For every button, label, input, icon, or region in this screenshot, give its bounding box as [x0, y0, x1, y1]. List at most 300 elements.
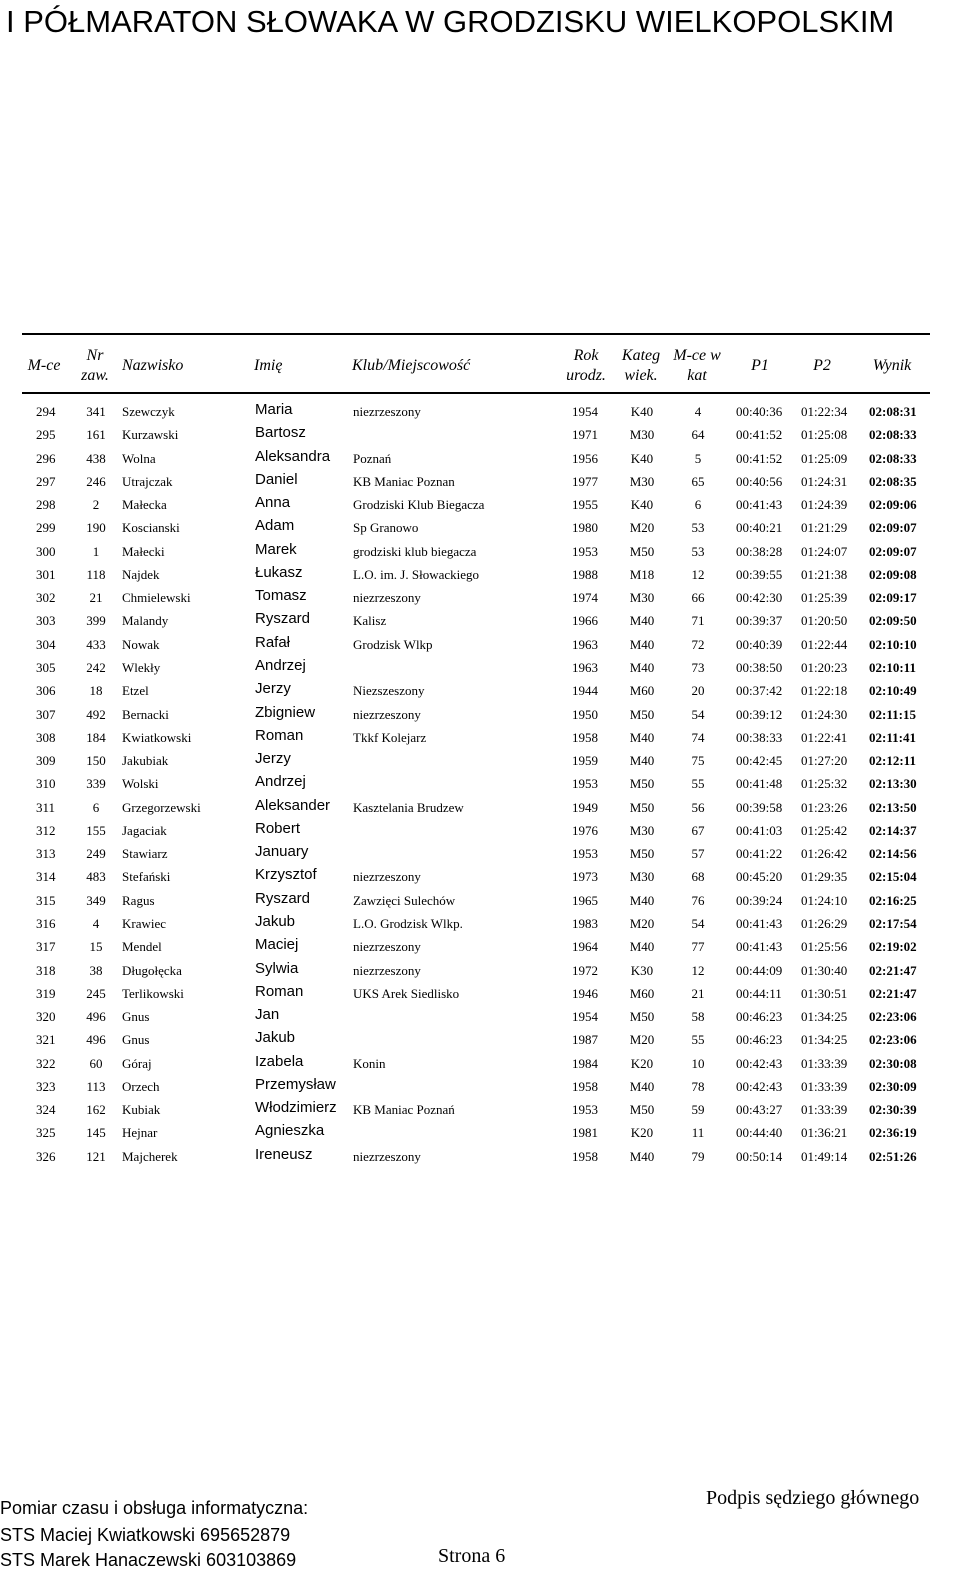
cell-birth-year: 1963: [572, 660, 598, 675]
table-row: [0, 959, 960, 982]
cell-place: 302: [36, 590, 56, 606]
table-row: [0, 1052, 960, 1075]
cell-split-p1: 00:40:39: [736, 636, 783, 652]
table-row: [0, 772, 960, 795]
cell-split-p1: 00:39:58: [736, 799, 783, 815]
cell-split-p2: 01:24:10: [801, 892, 848, 908]
cell-surname: Kwiatkowski: [122, 729, 192, 745]
cell-club: niezrzeszony: [353, 939, 421, 955]
cell-club: niezrzeszony: [353, 1148, 421, 1164]
cell-age-category: M40: [629, 660, 655, 675]
table-row: [0, 563, 960, 586]
cell-surname: Szewczyk: [122, 404, 175, 419]
cell-surname: Gnus: [122, 1032, 150, 1048]
cell-club: L.O. im. J. Słowackiego: [353, 566, 480, 582]
cell-first-name: Robert: [255, 819, 301, 837]
cell-result: 02:10:10: [869, 636, 917, 652]
cell-result: 02:13:50: [869, 799, 917, 815]
cell-first-name: Roman: [255, 726, 304, 744]
cell-split-p1: 00:41:52: [736, 450, 783, 466]
cell-bib-number: 150: [86, 753, 106, 768]
cell-category-place: 53: [691, 520, 705, 536]
cell-birth-year: 1950: [572, 706, 598, 722]
cell-place: 301: [36, 566, 56, 582]
cell-category-place: 77: [691, 939, 705, 955]
cell-club: Kasztelania Brudzew: [353, 799, 464, 815]
cell-surname: Gnus: [122, 1009, 150, 1024]
cell-result: 02:09:06: [869, 497, 917, 513]
cell-place: 306: [36, 683, 56, 699]
cell-split-p2: 01:22:18: [801, 683, 848, 699]
cell-result: 02:09:08: [869, 566, 917, 582]
cell-result: 02:10:49: [869, 683, 917, 699]
cell-first-name: Ryszard: [255, 610, 311, 628]
cell-age-category: K40: [630, 450, 654, 466]
cell-first-name: Włodzimierz: [255, 1099, 337, 1117]
cell-result: 02:14:56: [869, 846, 917, 862]
cell-result: 02:21:47: [869, 985, 917, 1001]
col-header-rok: Rok urodz.: [566, 347, 606, 384]
cell-split-p2: 01:22:34: [801, 404, 848, 419]
cell-birth-year: 1973: [572, 869, 598, 885]
cell-bib-number: 190: [86, 520, 106, 536]
cell-result: 02:23:06: [869, 1009, 917, 1024]
cell-age-category: M20: [629, 915, 655, 931]
cell-split-p1: 00:40:56: [736, 473, 783, 489]
cell-birth-year: 1953: [572, 1102, 598, 1118]
cell-first-name: Jakub: [255, 1029, 296, 1047]
cell-bib-number: 496: [86, 1009, 106, 1024]
cell-split-p2: 01:21:29: [801, 520, 848, 536]
cell-split-p2: 01:24:07: [801, 543, 848, 559]
cell-split-p1: 00:38:50: [736, 660, 783, 675]
cell-result: 02:10:11: [869, 660, 916, 675]
cell-result: 02:51:26: [869, 1148, 917, 1164]
cell-bib-number: 249: [86, 846, 106, 862]
cell-first-name: Tomasz: [255, 587, 307, 605]
cell-split-p2: 01:25:32: [801, 776, 848, 792]
cell-place: 309: [36, 753, 56, 768]
cell-first-name: Zbigniew: [255, 703, 316, 721]
cell-club: Grodziski Klub Biegacza: [353, 497, 485, 513]
table-row: [0, 493, 960, 516]
cell-surname: Wlekły: [122, 660, 161, 675]
cell-place: 300: [36, 543, 56, 559]
cell-result: 02:08:35: [869, 473, 917, 489]
cell-result: 02:15:04: [869, 869, 917, 885]
cell-place: 323: [36, 1078, 56, 1094]
cell-first-name: Rafał: [255, 633, 291, 651]
cell-club: niezrzeszony: [353, 404, 421, 419]
cell-club: Niezszeszony: [353, 683, 425, 699]
cell-split-p2: 01:33:39: [801, 1102, 848, 1118]
cell-first-name: Ireneusz: [255, 1145, 313, 1163]
header-top-rule: [22, 333, 930, 335]
cell-category-place: 55: [691, 1032, 705, 1048]
table-row: [0, 423, 960, 446]
table-row: [0, 1028, 960, 1051]
cell-result: 02:09:07: [869, 520, 917, 536]
cell-category-place: 64: [691, 427, 705, 443]
cell-club: niezrzeszony: [353, 962, 421, 978]
cell-result: 02:09:50: [869, 613, 917, 629]
cell-club: Tkkf Kolejarz: [353, 729, 427, 745]
cell-result: 02:08:33: [869, 427, 917, 443]
col-header-imie: Imię: [254, 357, 283, 374]
cell-category-place: 72: [691, 636, 705, 652]
cell-bib-number: 155: [86, 822, 106, 838]
cell-birth-year: 1946: [572, 985, 598, 1001]
cell-category-place: 75: [691, 753, 705, 768]
cell-birth-year: 1981: [572, 1125, 598, 1141]
cell-place: 315: [36, 892, 56, 908]
page-number: Strona 6: [438, 1545, 506, 1567]
cell-age-category: M30: [629, 822, 655, 838]
cell-bib-number: 339: [86, 776, 106, 792]
cell-surname: Kubiak: [122, 1102, 161, 1118]
cell-result: 02:11:41: [869, 729, 916, 745]
cell-surname: Jagaciak: [122, 822, 167, 838]
cell-place: 295: [36, 427, 56, 443]
cell-age-category: M50: [629, 543, 655, 559]
cell-split-p1: 00:39:24: [736, 892, 783, 908]
cell-split-p1: 00:41:43: [736, 915, 783, 931]
cell-place: 324: [36, 1102, 56, 1118]
cell-place: 314: [36, 869, 56, 885]
cell-result: 02:09:07: [869, 543, 917, 559]
cell-result: 02:19:02: [869, 939, 917, 955]
cell-first-name: Adam: [255, 517, 295, 535]
cell-first-name: Andrzej: [255, 773, 306, 791]
table-row: [0, 400, 960, 423]
cell-age-category: K20: [630, 1055, 654, 1071]
table-row: [0, 540, 960, 563]
cell-birth-year: 1963: [572, 636, 598, 652]
cell-birth-year: 1966: [572, 613, 598, 629]
cell-split-p1: 00:42:43: [736, 1055, 783, 1071]
cell-bib-number: 1: [92, 543, 100, 559]
cell-bib-number: 6: [92, 799, 100, 815]
cell-birth-year: 1965: [572, 892, 598, 908]
cell-split-p1: 00:37:42: [736, 683, 783, 699]
cell-birth-year: 1976: [572, 822, 598, 838]
cell-bib-number: 145: [86, 1125, 106, 1141]
cell-surname: Najdek: [122, 566, 160, 582]
cell-result: 02:09:17: [869, 590, 917, 606]
cell-split-p2: 01:25:09: [801, 450, 848, 466]
cell-birth-year: 1955: [572, 497, 598, 513]
cell-category-place: 59: [691, 1102, 705, 1118]
cell-bib-number: 483: [86, 869, 106, 885]
cell-result: 02:13:30: [869, 776, 917, 792]
cell-category-place: 67: [691, 822, 705, 838]
cell-birth-year: 1987: [572, 1032, 598, 1048]
cell-place: 296: [36, 450, 56, 466]
cell-split-p1: 00:41:03: [736, 822, 783, 838]
cell-surname: Orzech: [122, 1078, 160, 1094]
cell-place: 319: [36, 985, 56, 1001]
col-header-klub: Klub/Miejscowość: [352, 357, 471, 374]
cell-bib-number: 18: [89, 683, 103, 699]
cell-surname: Koscianski: [122, 520, 180, 536]
cell-place: 322: [36, 1055, 56, 1071]
cell-split-p2: 01:24:31: [801, 473, 848, 489]
cell-birth-year: 1984: [572, 1055, 598, 1071]
cell-age-category: M50: [629, 706, 655, 722]
cell-split-p1: 00:45:20: [736, 869, 783, 885]
cell-first-name: Aleksander: [255, 796, 331, 814]
cell-bib-number: 399: [86, 613, 106, 629]
cell-first-name: Przemysław: [255, 1075, 336, 1093]
cell-club: Kalisz: [353, 613, 387, 629]
cell-age-category: M20: [629, 1032, 655, 1048]
cell-result: 02:08:33: [869, 450, 917, 466]
table-row: [0, 516, 960, 539]
cell-split-p2: 01:25:56: [801, 939, 848, 955]
cell-age-category: M50: [629, 1102, 655, 1118]
cell-age-category: M20: [629, 520, 655, 536]
cell-first-name: Daniel: [255, 470, 298, 488]
cell-birth-year: 1944: [572, 683, 598, 699]
col-header-nazwisko: Nazwisko: [122, 357, 184, 374]
cell-bib-number: 242: [86, 660, 106, 675]
cell-birth-year: 1949: [572, 799, 598, 815]
col-header-kateg: Kateg wiek.: [621, 347, 661, 384]
cell-result: 02:12:11: [869, 753, 916, 768]
cell-place: 313: [36, 846, 56, 862]
cell-age-category: M50: [629, 1009, 655, 1024]
cell-split-p2: 01:25:42: [801, 822, 848, 838]
cell-surname: Stefański: [122, 869, 171, 885]
table-row: [0, 889, 960, 912]
cell-split-p1: 00:39:12: [736, 706, 783, 722]
cell-birth-year: 1988: [572, 566, 598, 582]
cell-birth-year: 1977: [572, 473, 598, 489]
cell-category-place: 68: [691, 869, 705, 885]
cell-club: Zawzięci Sulechów: [353, 892, 456, 908]
cell-bib-number: 245: [86, 985, 106, 1001]
cell-birth-year: 1954: [572, 404, 598, 419]
cell-bib-number: 113: [86, 1078, 106, 1094]
cell-bib-number: 162: [86, 1102, 106, 1118]
cell-club: Grodzisk Wlkp: [353, 636, 433, 652]
cell-age-category: M40: [629, 636, 655, 652]
cell-category-place: 20: [691, 683, 705, 699]
cell-bib-number: 38: [89, 962, 103, 978]
cell-split-p1: 00:42:43: [736, 1078, 783, 1094]
cell-surname: Grzegorzewski: [122, 799, 201, 815]
cell-birth-year: 1972: [572, 962, 598, 978]
cell-split-p2: 01:24:30: [801, 706, 848, 722]
footer-timing-label: Pomiar czasu i obsługa informatyczna:: [0, 1498, 309, 1518]
cell-result: 02:16:25: [869, 892, 917, 908]
col-header-nr: Nr zaw.: [81, 347, 109, 384]
cell-birth-year: 1971: [572, 427, 598, 443]
cell-first-name: Maria: [255, 401, 293, 418]
cell-age-category: M30: [629, 590, 655, 606]
cell-place: 316: [36, 915, 56, 931]
cell-bib-number: 161: [86, 427, 106, 443]
cell-category-place: 21: [691, 985, 705, 1001]
cell-split-p1: 00:42:45: [736, 753, 783, 768]
cell-club: KB Maniac Poznan: [353, 473, 455, 489]
cell-place: 299: [36, 520, 56, 536]
cell-category-place: 73: [691, 660, 705, 675]
cell-split-p1: 00:41:43: [736, 497, 783, 513]
cell-age-category: M40: [629, 753, 655, 768]
cell-birth-year: 1959: [572, 753, 598, 768]
cell-age-category: M30: [629, 869, 655, 885]
table-row: [0, 1145, 960, 1168]
cell-split-p1: 00:41:52: [736, 427, 783, 443]
cell-split-p2: 01:20:23: [801, 660, 848, 675]
cell-place: 311: [36, 799, 56, 815]
cell-age-category: M60: [629, 985, 655, 1001]
cell-place: 298: [36, 497, 56, 513]
cell-category-place: 79: [691, 1148, 705, 1164]
cell-result: 02:30:39: [869, 1102, 917, 1118]
footer-contact-2: STS Marek Hanaczewski 603103869: [0, 1550, 297, 1570]
cell-category-place: 12: [691, 566, 705, 582]
cell-split-p1: 00:41:48: [736, 776, 783, 792]
cell-place: 320: [36, 1009, 56, 1024]
cell-place: 318: [36, 962, 56, 978]
cell-first-name: Krzysztof: [255, 866, 317, 884]
table-row: [0, 1005, 960, 1028]
cell-bib-number: 341: [86, 404, 106, 419]
cell-result: 02:08:31: [869, 404, 917, 419]
cell-bib-number: 60: [89, 1055, 103, 1071]
cell-split-p1: 00:43:27: [736, 1102, 783, 1118]
cell-surname: Ragus: [122, 892, 155, 908]
cell-club: KB Maniac Poznań: [353, 1102, 455, 1118]
cell-first-name: Agnieszka: [255, 1122, 325, 1140]
cell-club: niezrzeszony: [353, 590, 421, 606]
cell-birth-year: 1953: [572, 846, 598, 862]
cell-first-name: Sylwia: [255, 959, 299, 977]
cell-surname: Hejnar: [122, 1125, 158, 1141]
cell-first-name: Anna: [255, 494, 291, 512]
cell-split-p1: 00:42:30: [736, 590, 783, 606]
cell-split-p2: 01:30:40: [801, 962, 848, 978]
cell-club: niezrzeszony: [353, 706, 421, 722]
cell-split-p2: 01:34:25: [801, 1009, 848, 1024]
table-row: [0, 982, 960, 1005]
cell-split-p2: 01:26:42: [801, 846, 848, 862]
cell-category-place: 53: [691, 543, 705, 559]
cell-split-p1: 00:44:09: [736, 962, 783, 978]
cell-bib-number: 246: [86, 473, 106, 489]
cell-result: 02:17:54: [869, 915, 917, 931]
cell-birth-year: 1953: [572, 776, 598, 792]
cell-age-category: K20: [630, 1125, 654, 1141]
cell-first-name: Izabela: [255, 1052, 304, 1070]
table-row: [0, 726, 960, 749]
cell-split-p2: 01:33:39: [801, 1078, 848, 1094]
cell-category-place: 4: [694, 404, 702, 419]
table-row: [0, 819, 960, 842]
cell-split-p2: 01:24:39: [801, 497, 848, 513]
cell-category-place: 56: [691, 799, 705, 815]
cell-surname: Malandy: [122, 613, 169, 629]
cell-first-name: Maciej: [255, 936, 299, 954]
cell-bib-number: 21: [89, 590, 103, 606]
cell-split-p2: 01:36:21: [801, 1125, 848, 1141]
cell-age-category: M50: [629, 776, 655, 792]
cell-split-p1: 00:44:40: [736, 1125, 783, 1141]
cell-split-p2: 01:33:39: [801, 1055, 848, 1071]
cell-club: UKS Arek Siedlisko: [353, 985, 460, 1001]
cell-result: 02:30:08: [869, 1055, 917, 1071]
cell-birth-year: 1964: [572, 939, 598, 955]
cell-birth-year: 1956: [572, 450, 598, 466]
cell-age-category: K40: [630, 404, 654, 419]
cell-first-name: January: [255, 843, 309, 861]
cell-split-p2: 01:34:25: [801, 1032, 848, 1048]
cell-category-place: 65: [691, 473, 705, 489]
cell-category-place: 11: [691, 1125, 705, 1141]
cell-place: 310: [36, 776, 56, 792]
cell-age-category: M60: [629, 683, 655, 699]
cell-birth-year: 1974: [572, 590, 598, 606]
cell-place: 294: [36, 404, 56, 419]
cell-surname: Góraj: [122, 1055, 152, 1071]
cell-place: 326: [36, 1148, 56, 1164]
cell-bib-number: 492: [86, 706, 106, 722]
col-header-mce: M-ce: [27, 357, 61, 374]
cell-club: niezrzeszony: [353, 869, 421, 885]
cell-category-place: 12: [691, 962, 705, 978]
cell-split-p2: 01:20:50: [801, 613, 848, 629]
cell-category-place: 54: [691, 706, 705, 722]
cell-category-place: 58: [691, 1009, 705, 1024]
cell-surname: Kurzawski: [122, 427, 179, 443]
cell-birth-year: 1958: [572, 729, 598, 745]
cell-split-p2: 01:27:20: [801, 753, 848, 768]
table-row: [0, 865, 960, 888]
cell-age-category: M50: [629, 799, 655, 815]
cell-surname: Terlikowski: [122, 985, 184, 1001]
cell-category-place: 10: [691, 1055, 705, 1071]
cell-age-category: M40: [629, 1078, 655, 1094]
cell-split-p2: 01:29:35: [801, 869, 848, 885]
cell-bib-number: 4: [92, 915, 100, 931]
cell-first-name: Andrzej: [255, 657, 306, 674]
cell-category-place: 54: [691, 915, 705, 931]
cell-first-name: Roman: [255, 982, 304, 1000]
table-row: [0, 1121, 960, 1144]
cell-surname: Stawiarz: [122, 846, 168, 862]
cell-surname: Krawiec: [122, 915, 167, 931]
cell-place: 308: [36, 729, 56, 745]
cell-category-place: 55: [691, 776, 705, 792]
cell-surname: Chmielewski: [122, 590, 191, 606]
cell-age-category: M40: [629, 729, 655, 745]
cell-category-place: 74: [691, 729, 705, 745]
table-row: [0, 703, 960, 726]
cell-place: 312: [36, 822, 56, 838]
cell-surname: Bernacki: [122, 706, 169, 722]
cell-surname: Małecki: [122, 543, 165, 559]
cell-bib-number: 438: [86, 450, 106, 466]
cell-split-p2: 01:25:39: [801, 590, 848, 606]
cell-place: 307: [36, 706, 56, 722]
cell-birth-year: 1983: [572, 915, 598, 931]
cell-first-name: Jerzy: [255, 750, 291, 767]
cell-split-p1: 00:38:28: [736, 543, 783, 559]
cell-age-category: M40: [629, 1148, 655, 1164]
footer-signature-label: Podpis sędziego głównego: [706, 1487, 920, 1509]
